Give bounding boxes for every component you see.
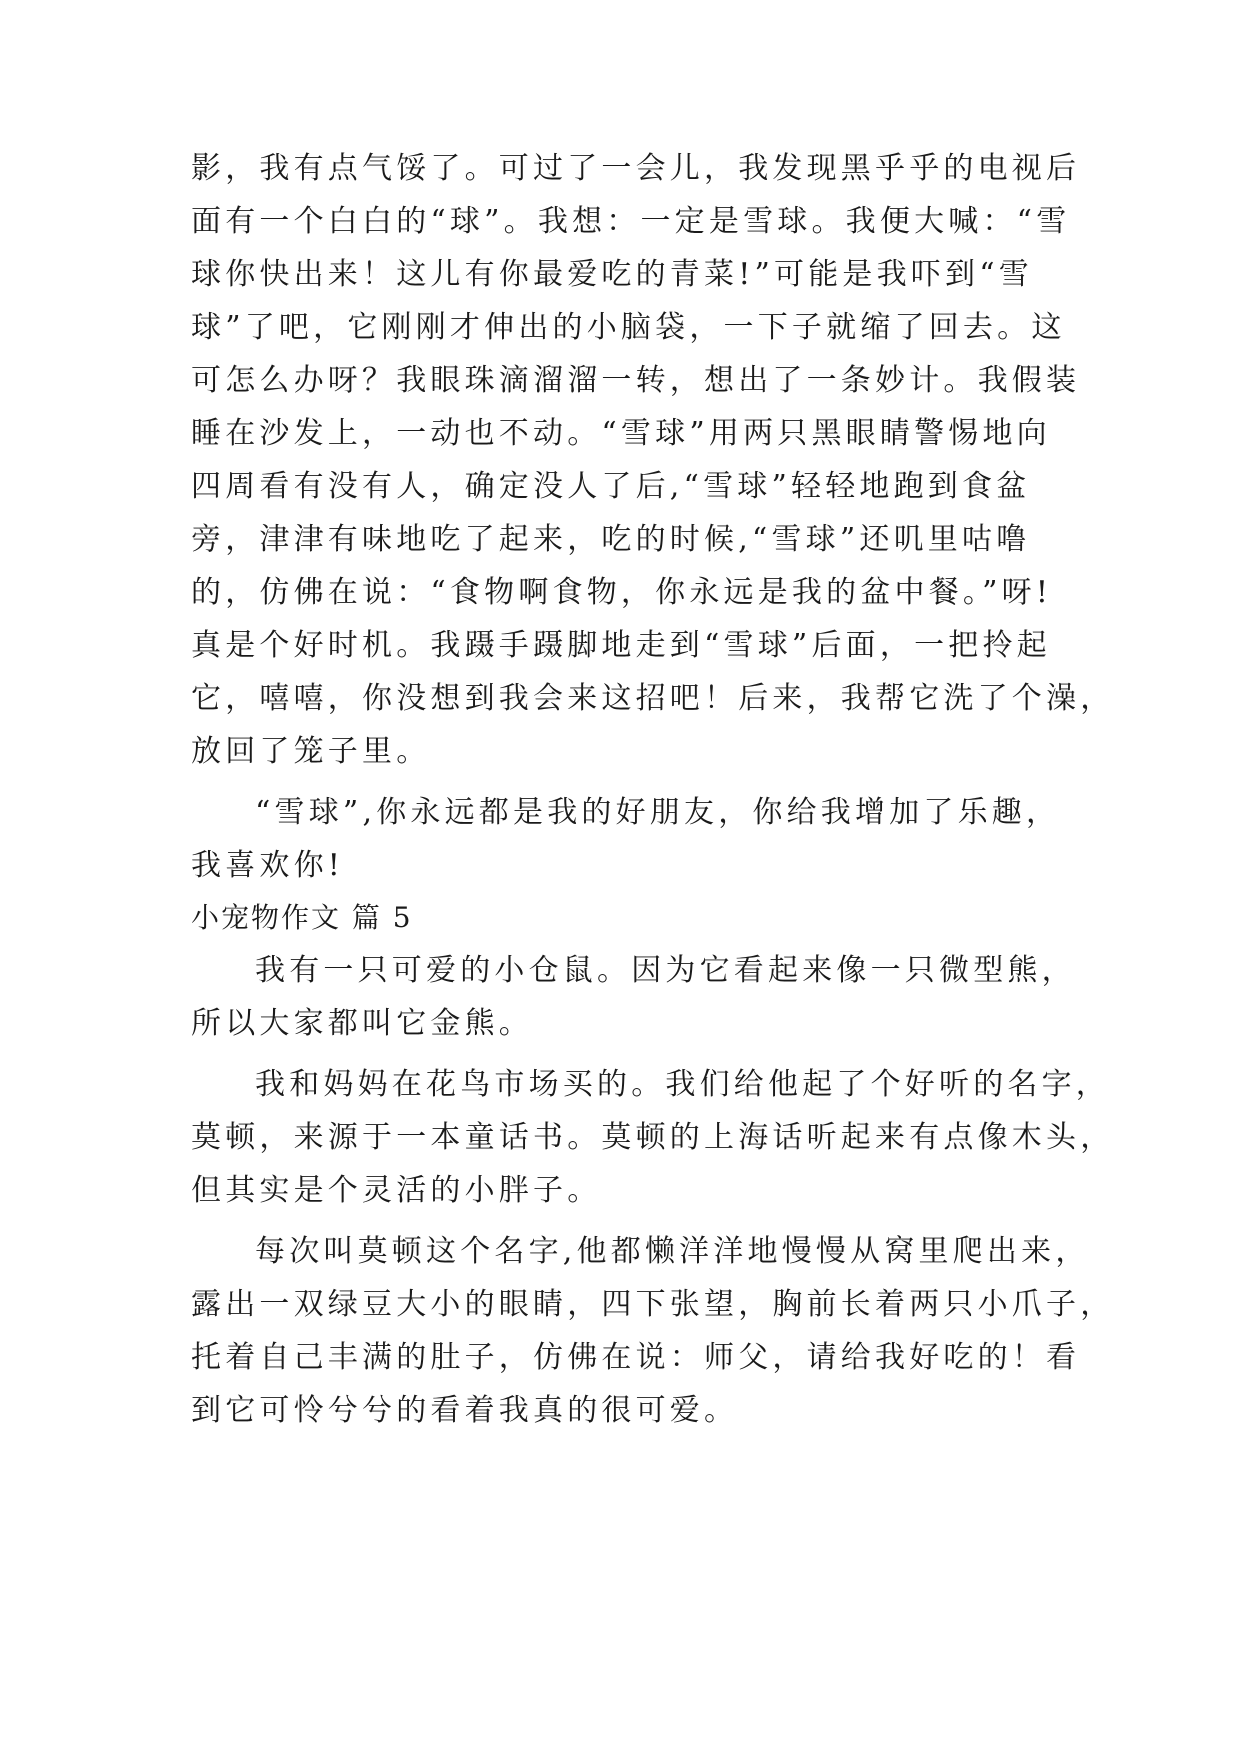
document-body [191,142,1115,1437]
text-line: 球你快出来！这儿有你最爱吃的青菜!”可能是我吓到“雪 [191,257,1033,292]
text-line: 我有一只可爱的小仓鼠。因为它看起来像一只微型熊， [255,953,1076,988]
paragraph-gap [191,1050,1061,1058]
text-line: 放回了笼子里。 [191,734,431,769]
paragraph [191,142,1115,778]
text-line: 球”了吧，它刚刚才伸出的小脑袋，一下子就缩了回去。这 [191,310,1066,345]
text-line: 但其实是个灵活的小胖子。 [191,1173,602,1208]
text-line: 四周看有没有人，确定没人了后,“雪球”轻轻地跑到食盆 [191,469,1031,504]
paragraph [191,786,1061,892]
text-line: 影，我有点气馁了。可过了一会儿，我发现黑乎乎的电视后 [191,151,1081,186]
text-line: 每次叫莫顿这个名字,他都懒洋洋地慢慢从窝里爬出来， [255,1234,1090,1269]
section-heading: 小宠物作文 篇 5 [191,901,413,934]
text-line: 所以大家都叫它金熊。 [191,1006,533,1041]
paragraph [191,944,1076,1050]
text-line: 它，嘻嘻，你没想到我会来这招吧！后来，我帮它洗了个澡， [191,681,1115,716]
text-line: 可怎么办呀？我眼珠滴溜溜一转，想出了一条妙计。我假装 [191,363,1081,398]
paragraph-gap [191,778,1061,786]
text-line: 我和妈妈在花鸟市场买的。我们给他起了个好听的名字， [255,1067,1110,1102]
paragraph [191,1058,1115,1217]
text-line: 露出一双绿豆大小的眼睛，四下张望，胸前长着两只小爪子， [191,1287,1115,1322]
text-line: 莫顿，来源于一本童话书。莫顿的上海话听起来有点像木头， [191,1120,1115,1155]
text-line: 我喜欢你! [191,848,345,883]
paragraph [191,1225,1115,1437]
text-line: “雪球”,你永远都是我的好朋友，你给我增加了乐趣， [255,795,1061,830]
text-line: 真是个好时机。我蹑手蹑脚地走到“雪球”后面，一把拎起 [191,628,1051,663]
text-line: 面有一个白白的“球”。我想：一定是雪球。我便大喊：“雪 [191,204,1071,239]
text-line: 到它可怜兮兮的看着我真的很可爱。 [191,1393,739,1428]
paragraph-gap [191,1217,1061,1225]
text-line: 托着自己丰满的肚子，仿佛在说：师父，请给我好吃的！看 [191,1340,1081,1375]
text-line: 睡在沙发上，一动也不动。“雪球”用两只黑眼睛警惕地向 [191,416,1051,451]
text-line: 旁，津津有味地吃了起来，吃的时候,“雪球”还叽里咕噜 [191,522,1031,557]
text-line: 的，仿佛在说：“食物啊食物，你永远是我的盆中餐。”呀! [191,575,1053,610]
